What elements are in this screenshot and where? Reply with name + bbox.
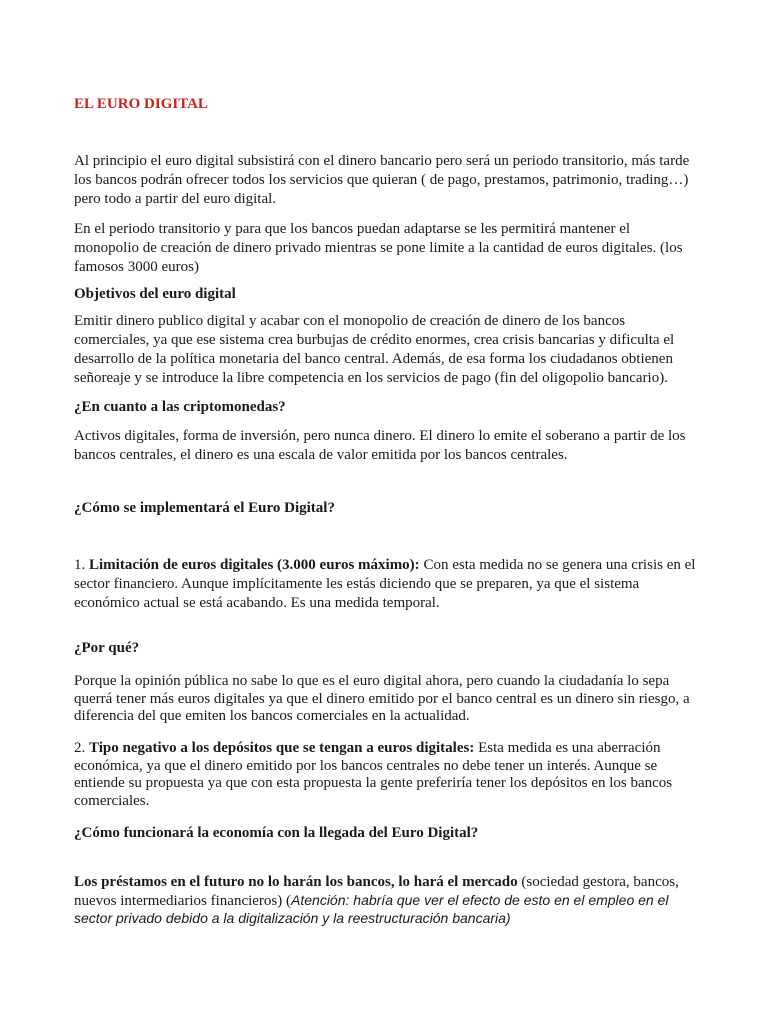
item-number: 2. xyxy=(74,740,89,756)
paragraph-loans xyxy=(74,874,696,929)
item-bold-lead: Tipo negativo a los depósitos que se tengan a euros digitales: xyxy=(89,740,475,756)
item-text: Con esta medida no se genera una crisis en el sector financiero. Aunque implícitamente les estás diciendo que se preparen, ya que el sistema económico actual se está acabando. Es una medida temporal. xyxy=(74,557,696,611)
paragraph-transitional-period: En el periodo transitorio y para que los bancos puedan adaptarse se les permitirá mantener el monopolio de creación de dinero privado mientras se pone limite a la cantidad de euros digitales. (los famosos 3000 euros) xyxy=(74,221,683,275)
heading-why: ¿Por qué? xyxy=(74,640,140,656)
document-title: EL EURO DIGITAL xyxy=(74,96,208,112)
paragraph-why: Porque la opinión pública no sabe lo que es el euro digital ahora, pero cuando la ciudadanía lo sepa querrá tener más euros digitales ya que el dinero emitido por el banco central es un dinero sin riesgo, a diferencia del que emiten los bancos comerciales en la actualidad. xyxy=(74,673,690,724)
item-bold-lead: Limitación de euros digitales (3.000 euros máximo): xyxy=(89,557,420,573)
heading-cryptocurrencies: ¿En cuanto a las criptomonedas? xyxy=(74,399,286,415)
paragraph-intro: Al principio el euro digital subsistirá con el dinero bancario pero será un periodo transitorio, más tarde los bancos podrán ofrecer todos los servicios que quieran ( de pago, prestamos, patrimonio, trading…) pero todo a partir del euro digital. xyxy=(74,153,690,207)
paragraph-cryptocurrencies: Activos digitales, forma de inversión, pero nunca dinero. El dinero lo emite el soberano a partir de los bancos centrales, el dinero es una escala de valor emitida por los bancos centrales. xyxy=(74,428,686,463)
list-item-limit xyxy=(74,556,696,613)
heading-objectives: Objetivos del euro digital xyxy=(74,286,236,302)
heading-economy-function: ¿Cómo funcionará la economía con la llegada del Euro Digital? xyxy=(74,825,479,841)
loans-italic-note: Atención: habría que ver el efecto de esto en el empleo en el sector privado debido a la digitalización y la reestructuración bancaria) xyxy=(74,891,669,926)
item-number: 1. xyxy=(74,557,89,573)
list-item-negative-rate xyxy=(74,740,696,810)
paragraph-objectives: Emitir dinero publico digital y acabar con el monopolio de creación de dinero de los bancos comerciales, ya que ese sistema crea burbujas de crédito enormes, crea crisis bancarias y dificulta el desarrollo de la política monetaria del banco central. Además, de esa forma los ciudadanos obtienen señoreaje y se introduce la libre competencia en los servicios de pago (fin del oligopolio bancario). xyxy=(74,313,675,386)
loans-bold-lead: Los préstamos en el futuro no lo harán los bancos, lo hará el mercado xyxy=(74,874,518,890)
loans-text: (sociedad gestora, bancos, nuevos intermediarios financieros) ( xyxy=(74,874,679,909)
item-text: Esta medida es una aberración económica, ya que el dinero emitido por los bancos centrales no debe tener un interés. Aunque se entiende su propuesta ya que con esta propuesta la gente preferiría tener los depósitos en los bancos comerciales. xyxy=(74,740,673,809)
heading-implementation: ¿Cómo se implementará el Euro Digital? xyxy=(74,500,335,516)
